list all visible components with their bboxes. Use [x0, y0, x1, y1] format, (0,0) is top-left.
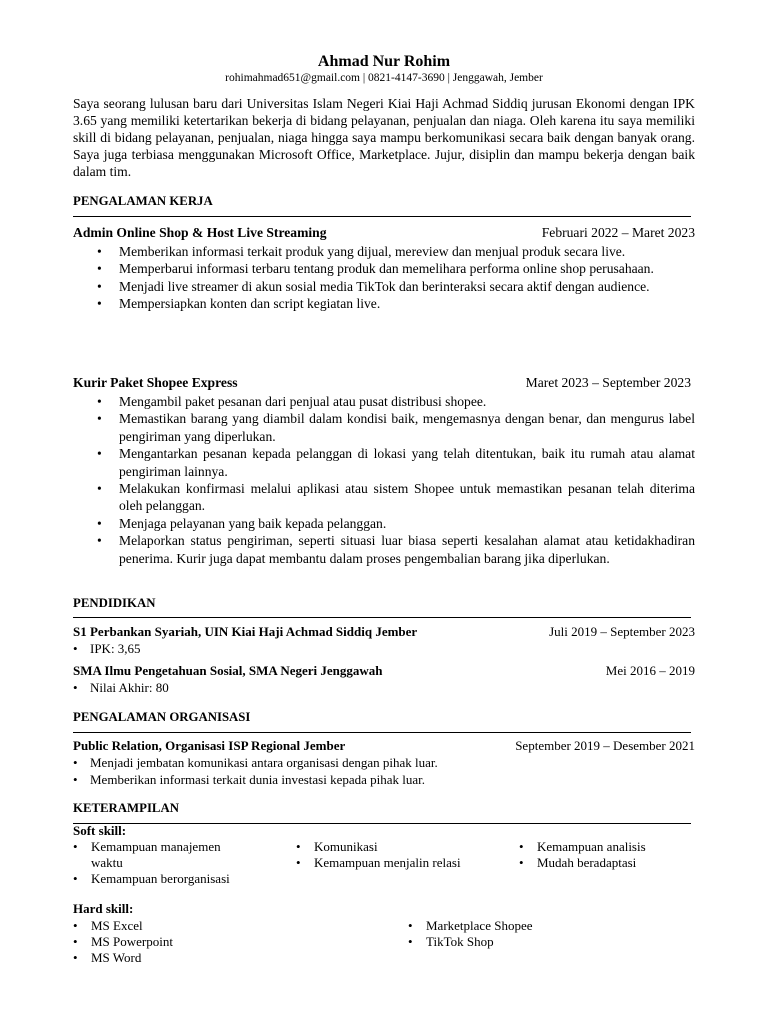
section-divider — [73, 216, 691, 217]
list-item: • Marketplace Shopee — [408, 918, 658, 934]
job-title: Admin Online Shop & Host Live Streaming — [73, 225, 327, 240]
education-title: SMA Ilmu Pengetahuan Sosial, SMA Negeri Jenggawah — [73, 663, 383, 678]
job-bullets — [73, 243, 695, 313]
soft-skill-column — [296, 839, 476, 871]
list-item: • Kemampuan berorganisasi — [73, 871, 248, 887]
section-divider — [73, 823, 691, 824]
section-heading-skills: KETERAMPILAN — [73, 801, 179, 815]
list-item: • Komunikasi — [296, 839, 476, 855]
contact-line: rohimahmad651@gmail.com | 0821-4147-3690 | Jenggawah, Jember — [225, 72, 543, 84]
list-item: • Kemampuan analisis — [519, 839, 695, 855]
job-header — [73, 225, 695, 241]
list-item: • Nilai Akhir: 80 — [73, 679, 695, 696]
applicant-name: Ahmad Nur Rohim — [317, 53, 451, 70]
job-header — [73, 375, 695, 391]
hard-skill-column — [408, 918, 658, 950]
job-date: Februari 2022 – Maret 2023 — [541, 225, 695, 240]
list-item: • TikTok Shop — [408, 934, 658, 950]
soft-skill-column — [73, 839, 248, 886]
education-header — [73, 624, 695, 640]
list-item: • Menjaga pelayanan yang baik kepada pelanggan. — [73, 515, 695, 532]
education-title: S1 Perbankan Syariah, UIN Kiai Haji Achmad Siddiq Jember — [73, 624, 418, 639]
list-item: • MS Powerpoint — [73, 934, 293, 950]
education-bullets — [73, 679, 695, 696]
soft-skill-column — [519, 839, 695, 871]
hard-skill-column — [73, 918, 293, 965]
list-item: • IPK: 3,65 — [73, 640, 695, 657]
organization-title: Public Relation, Organisasi ISP Regional Jember — [73, 738, 346, 753]
section-divider — [73, 617, 691, 618]
section-divider — [73, 732, 691, 733]
list-item: • Kemampuan manajemen waktu — [73, 839, 248, 871]
list-item: • Memberikan informasi terkait dunia investasi kepada pihak luar. — [73, 771, 695, 788]
job-date: Maret 2023 – September 2023 — [525, 375, 691, 390]
list-item: • Menjadi jembatan komunikasi antara organisasi dengan pihak luar. — [73, 754, 695, 771]
list-item: • Melaporkan status pengiriman, seperti situasi luar biasa seperti kesalahan alamat atau ketidakhadiran penerima. Kurir juga dapat membantu dalam proses pengembalian barang jika diperlukan. — [73, 532, 695, 567]
list-item: • Mempersiapkan konten dan script kegiatan live. — [73, 295, 695, 312]
hard-skill-label: Hard skill: — [73, 901, 134, 916]
list-item: • MS Word — [73, 950, 293, 966]
education-date: Mei 2016 – 2019 — [605, 663, 695, 678]
list-item: • Mengantarkan pesanan kepada pelanggan di lokasi yang telah ditentukan, baik itu rumah atau alamat pengiriman lainnya. — [73, 445, 695, 480]
organization-header — [73, 738, 695, 754]
list-item: • Mudah beradaptasi — [519, 855, 695, 871]
section-heading-organization: PENGALAMAN ORGANISASI — [73, 710, 251, 724]
section-heading-work: PENGALAMAN KERJA — [73, 194, 213, 208]
list-item: • Melakukan konfirmasi melalui aplikasi atau sistem Shopee untuk memastikan pesanan telah diterima oleh pelanggan. — [73, 480, 695, 515]
list-item: • Memberikan informasi terkait produk yang dijual, mereview dan menjual produk secara live. — [73, 243, 695, 260]
soft-skill-label: Soft skill: — [73, 823, 127, 838]
list-item: • MS Excel — [73, 918, 293, 934]
list-item: • Memastikan barang yang diambil dalam kondisi baik, mengemasnya dengan benar, dan mengurus label pengiriman yang diperlukan. — [73, 410, 695, 445]
section-heading-education: PENDIDIKAN — [73, 596, 156, 610]
job-bullets — [73, 393, 695, 567]
education-date: Juli 2019 – September 2023 — [549, 624, 695, 639]
list-item: • Menjadi live streamer di akun sosial media TikTok dan berinteraksi secara aktif dengan audience. — [73, 278, 695, 295]
education-bullets — [73, 640, 695, 657]
education-header — [73, 663, 695, 679]
organization-bullets — [73, 754, 695, 789]
list-item: • Kemampuan menjalin relasi — [296, 855, 476, 871]
profile-summary: Saya seorang lulusan baru dari Universitas Islam Negeri Kiai Haji Achmad Siddiq jurusan Ekonomi dengan IPK 3.65 yang memiliki ketertarikan bekerja di bidang pelayanan, penjualan dan niaga. Oleh karena itu saya memiliki skill di bidang pelayanan, penjualan, niaga hingga saya mampu berkomunikasi secara baik dengan banyak orang. Saya juga terbiasa menggunakan Microsoft Office, Marketplace. Jujur, disiplin dan mampu bekerja dengan baik dalam tim. — [73, 96, 695, 179]
organization-date: September 2019 – Desember 2021 — [515, 738, 695, 753]
list-item: • Mengambil paket pesanan dari penjual atau pusat distribusi shopee. — [73, 393, 695, 410]
job-title: Kurir Paket Shopee Express — [73, 375, 238, 390]
list-item: • Memperbarui informasi terbaru tentang produk dan memelihara performa online shop perusahaan. — [73, 260, 695, 277]
